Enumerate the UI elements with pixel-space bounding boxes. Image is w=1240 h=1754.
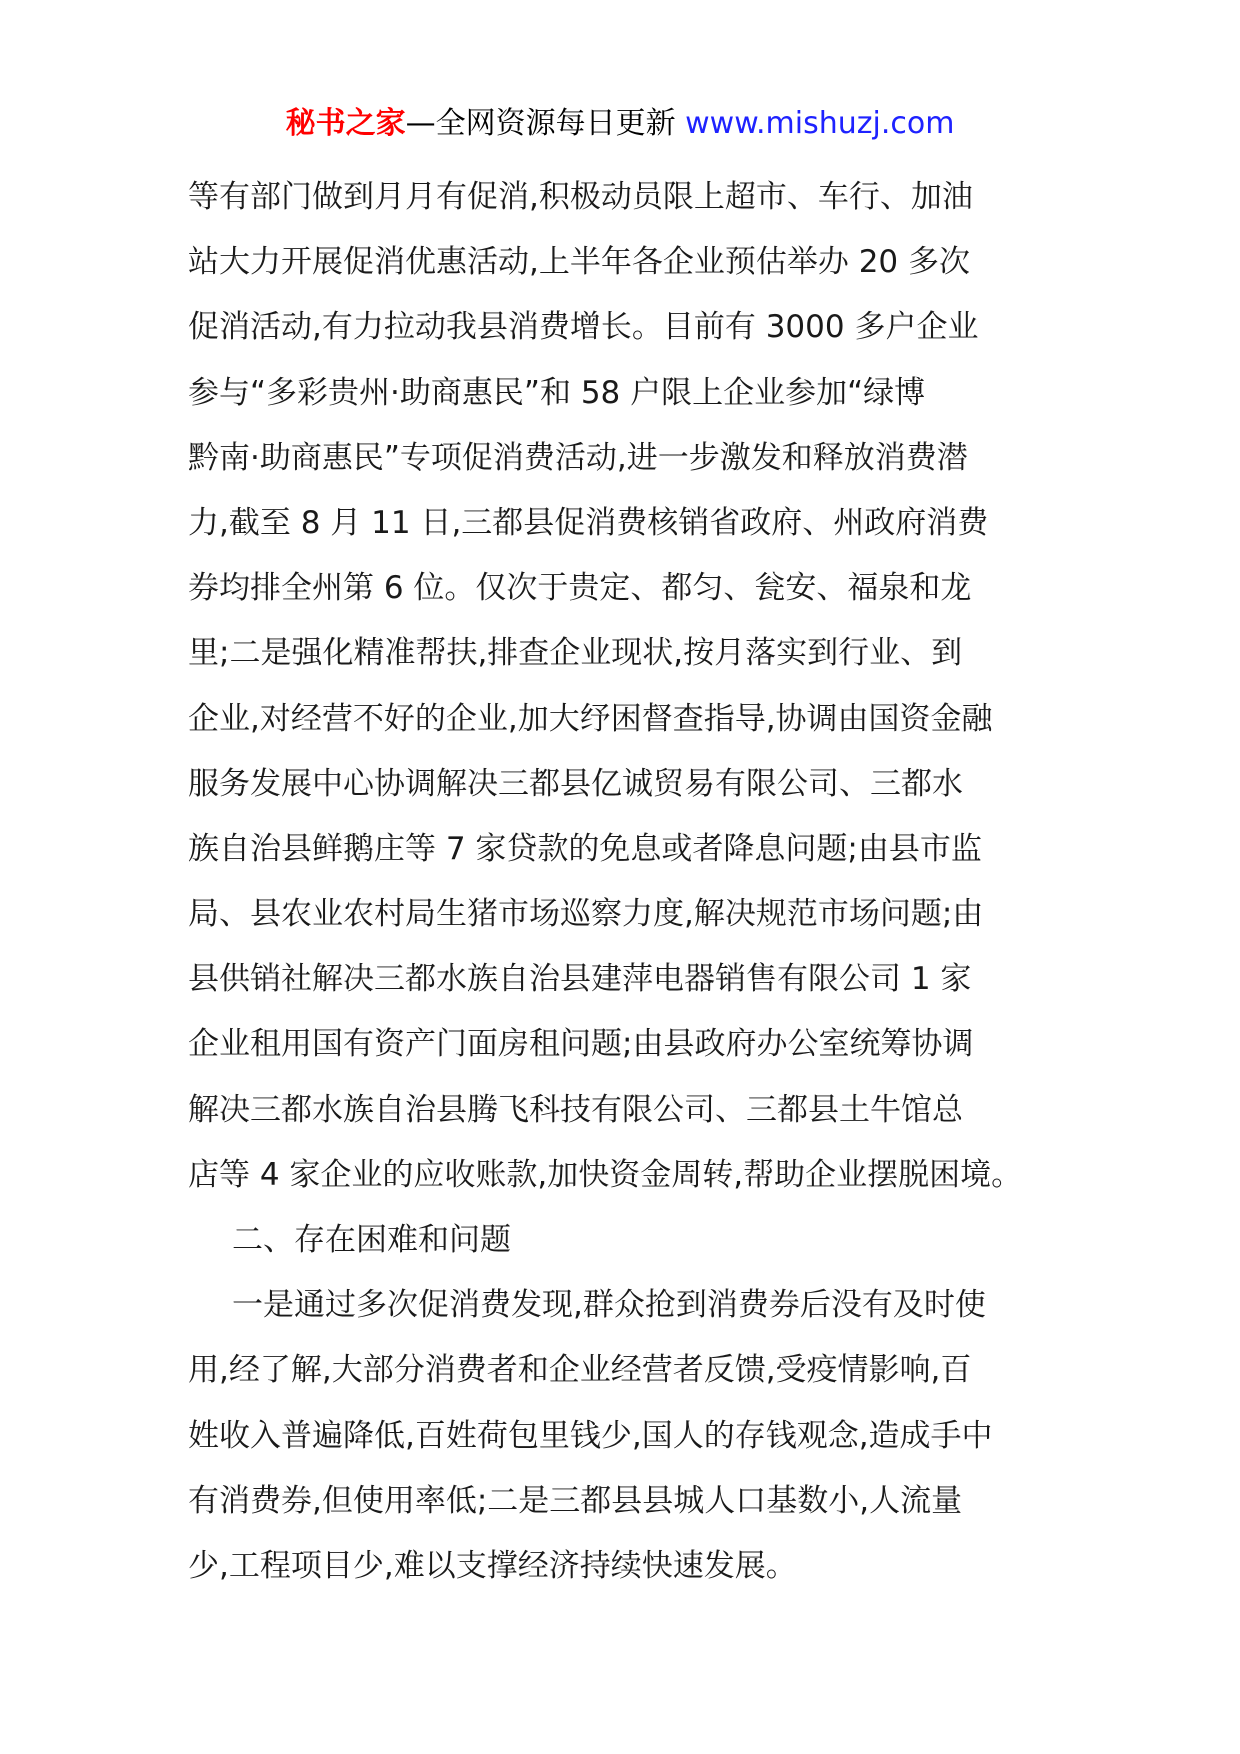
text-line: 少,工程项目少,难以支撑经济持续快速发展。: [188, 1547, 797, 1584]
text-line: 族自治县鲜鹅庄等 7 家贷款的免息或者降息问题;由县市监: [188, 830, 982, 867]
text-line: 姓收入普遍降低,百姓荷包里钱少,国人的存钱观念,造成手中: [188, 1417, 993, 1454]
document-body: [188, 165, 1068, 1599]
text-line: 券均排全州第 6 位。仅次于贵定、都匀、瓮安、福泉和龙: [188, 570, 972, 607]
text-line: 黔南·助商惠民”专项促消费活动,进一步激发和释放消费潜: [188, 439, 968, 476]
site-header: [0, 102, 1240, 146]
text-line: 局、县农业农村局生猪市场巡察力度,解决规范市场问题;由: [188, 896, 984, 933]
text-line: 用,经了解,大部分消费者和企业经营者反馈,受疫情影响,百: [188, 1352, 972, 1389]
text-line: 等有部门做到月月有促消,积极动员限上超市、车行、加油: [188, 179, 973, 215]
text-line: 企业,对经营不好的企业,加大纾困督查指导,协调由国资金融: [188, 700, 993, 737]
section-heading: 二、存在困难和问题: [232, 1222, 511, 1258]
text-line: 县供销社解决三都水族自治县建萍电器销售有限公司 1 家: [188, 961, 972, 998]
text-line: 参与“多彩贵州·助商惠民”和 58 户限上企业参加“绿博: [188, 374, 926, 411]
text-line: 店等 4 家企业的应收账款,加快资金周转,帮助企业摆脱困境。: [188, 1156, 1023, 1193]
text-line: 一是通过多次促消费发现,群众抢到消费券后没有及时使: [232, 1287, 986, 1324]
site-url-link[interactable]: www.mishuzj.com: [685, 106, 955, 141]
text-line: 里;二是强化精准帮扶,排查企业现状,按月落实到行业、到: [188, 635, 963, 672]
text-line: 站大力开展促消优惠活动,上半年各企业预估举办 20 多次: [188, 244, 971, 281]
text-line: 企业租用国有资产门面房租问题;由县政府办公室统筹协调: [188, 1026, 974, 1063]
text-line: 有消费券,但使用率低;二是三都县县城人口基数小,人流量: [188, 1482, 963, 1519]
text-line: 力,截至 8 月 11 日,三都县促消费核销省政府、州政府消费: [188, 504, 989, 541]
text-line: 服务发展中心协调解决三都县亿诚贸易有限公司、三都水: [188, 765, 963, 802]
brand-name: 秘书之家: [285, 106, 406, 141]
text-line: 促消活动,有力拉动我县消费增长。目前有 3000 多户企业: [188, 309, 979, 346]
text-line: 解决三都水族自治县腾飞科技有限公司、三都县土牛馆总: [188, 1091, 963, 1128]
header-tagline: —全网资源每日更新: [405, 106, 686, 141]
